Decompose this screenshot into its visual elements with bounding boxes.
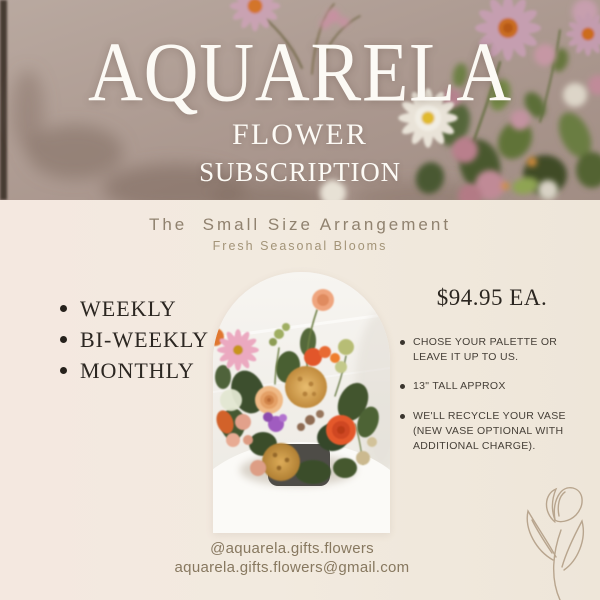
detail-text: WE'LL RECYCLE YOUR VASE (NEW VASE OPTIONAL WITH ADDITIONAL CHARGE). (413, 409, 566, 453)
email-address: aquarela.gifts.flowers@gmail.com (174, 559, 410, 576)
arrangement-photo (213, 272, 390, 533)
frequency-label: MONTHLY (80, 357, 195, 383)
brand-title: AQUARELA (87, 25, 513, 120)
detail-item-vase (398, 409, 586, 455)
offer-details (398, 285, 586, 468)
hero-subtitle-subscription: SUBSCRIPTION (199, 157, 401, 187)
bullet-dot-icon (400, 384, 405, 389)
instagram-handle: @aquarela.gifts.flowers (210, 540, 374, 557)
bullet-dot-icon (400, 340, 405, 345)
detail-text: 13" TALL APPROX (413, 380, 506, 393)
detail-text: CHOSE YOUR PALETTE OR LEAVE IT UP TO US. (413, 336, 558, 364)
bullet-dot-icon (60, 367, 67, 374)
section-subtitle: Fresh Seasonal Blooms (212, 239, 388, 253)
price-label: $94.95 EA. (436, 285, 548, 310)
arrangement-photo-art (213, 272, 390, 533)
frequency-label: BI-WEEKLY (80, 326, 209, 352)
detail-item-height (398, 379, 586, 394)
hero-subtitle-flower: FLOWER (232, 118, 368, 151)
frequency-list (60, 293, 209, 386)
frequency-item-weekly (60, 293, 209, 324)
frequency-item-biweekly (60, 324, 209, 355)
section-heading-block (0, 215, 600, 253)
frequency-item-monthly (60, 355, 209, 386)
hero-banner (0, 0, 600, 200)
line-art-flower-icon (492, 482, 600, 600)
bullet-dot-icon (400, 414, 405, 419)
details-list (398, 335, 586, 454)
bullet-dot-icon (60, 305, 67, 312)
detail-item-palette (398, 335, 586, 365)
bullet-dot-icon (60, 336, 67, 343)
frequency-label: WEEKLY (80, 295, 177, 321)
section-title: The Small Size Arrangement (148, 215, 452, 234)
